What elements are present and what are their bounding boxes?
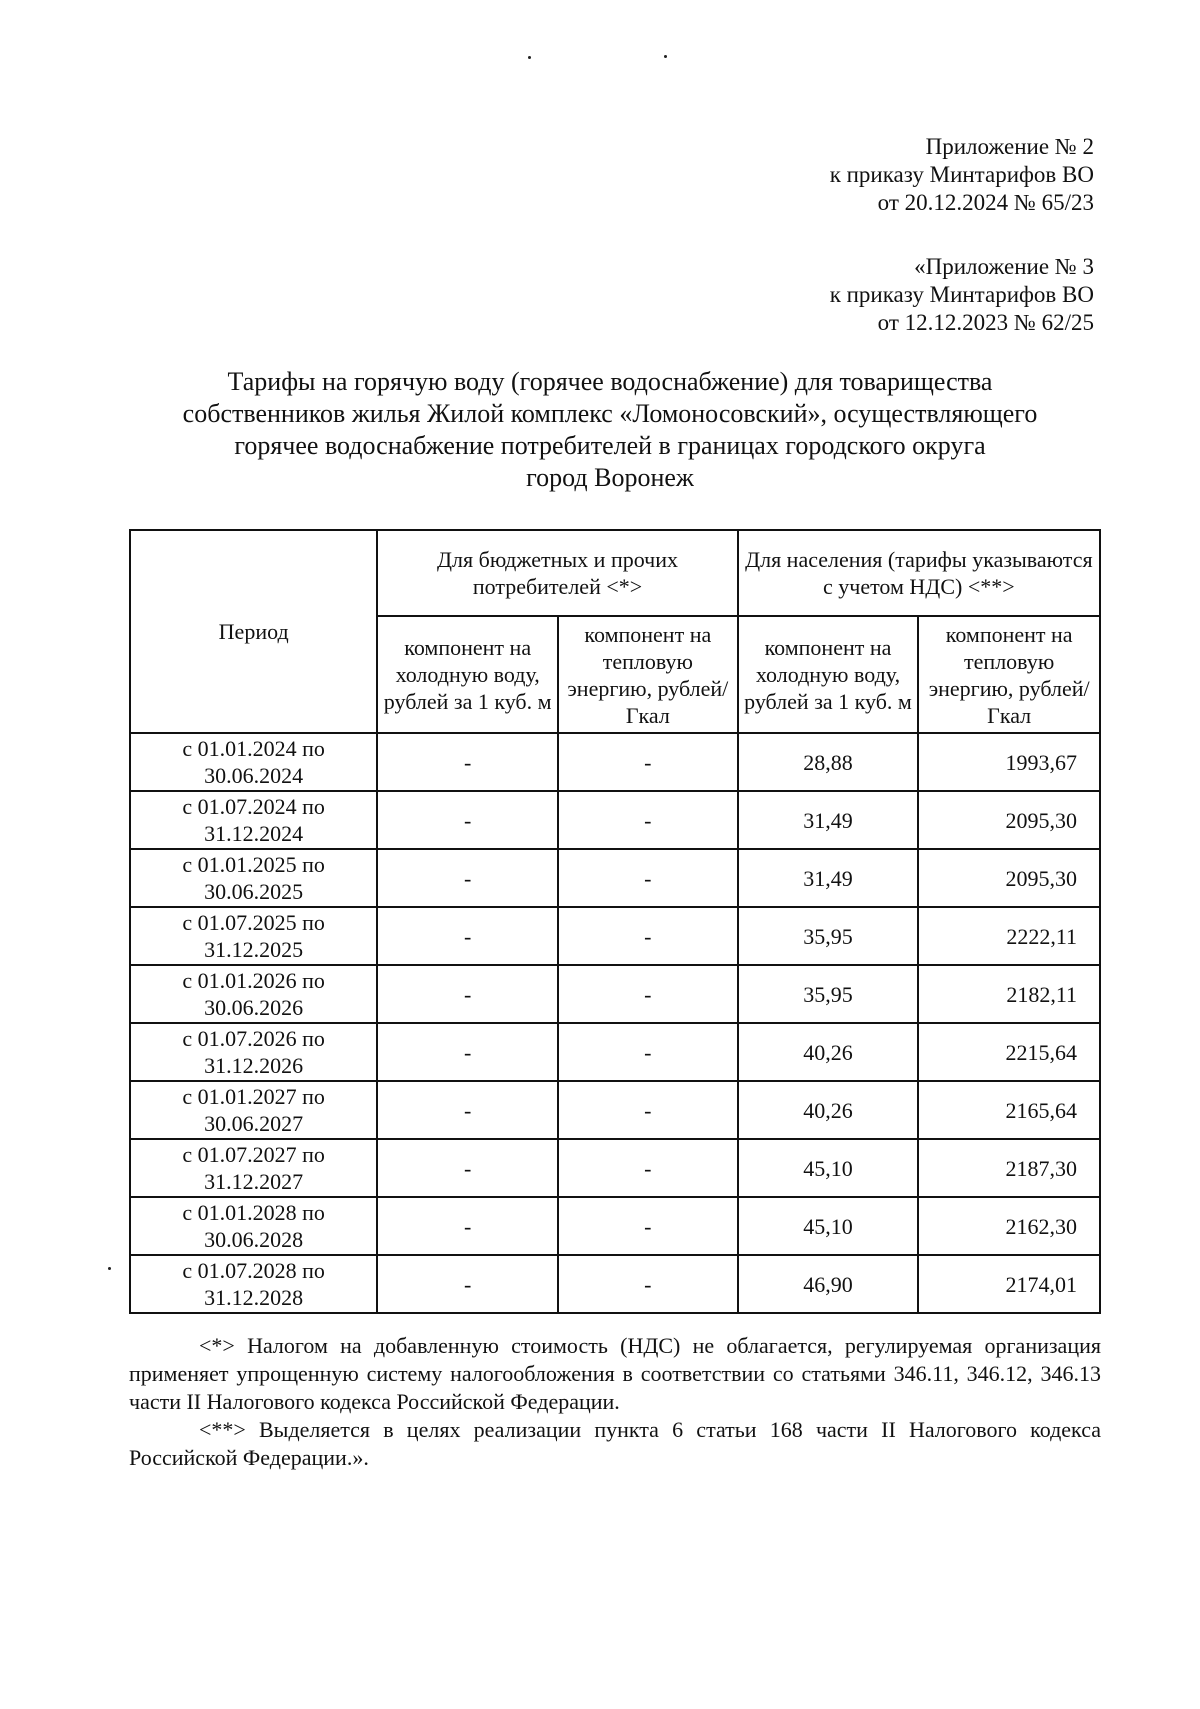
footnote-vat-allocated: <**> Выделяется в целях реализации пункта 6 статьи 168 части II Налогового кодекса Российской Федерации.». <box>129 1417 1101 1470</box>
budget-consumers-header: Для бюджетных и прочих потребителей <*> <box>377 530 737 616</box>
budget-heat-energy-cell: - <box>558 1255 738 1313</box>
table-row <box>130 849 1100 907</box>
period-to: 30.06.2024 <box>204 763 304 788</box>
population-heat-energy-cell: 2165,64 <box>918 1081 1100 1139</box>
appendix-block <box>830 133 1094 217</box>
population-cold-water-cell: 40,26 <box>738 1081 919 1139</box>
table-row <box>130 791 1100 849</box>
table-row <box>130 1023 1100 1081</box>
table-row <box>130 1197 1100 1255</box>
budget-cold-water-cell: - <box>377 1139 558 1197</box>
budget-heat-energy-header: компонент на тепловую энергию, рублей/Гкал <box>558 616 738 733</box>
period-cell <box>130 1081 377 1139</box>
budget-heat-energy-cell: - <box>558 1081 738 1139</box>
table-row <box>130 1255 1100 1313</box>
budget-cold-water-cell: - <box>377 733 558 791</box>
period-from: с 01.01.2024 по <box>182 736 325 761</box>
budget-heat-energy-cell: - <box>558 849 738 907</box>
population-cold-water-cell: 31,49 <box>738 791 919 849</box>
budget-heat-energy-cell: - <box>558 1023 738 1081</box>
title-line: собственников жилья Жилой комплекс «Ломоносовский», осуществляющего <box>182 399 1038 428</box>
budget-heat-energy-cell: - <box>558 791 738 849</box>
population-cold-water-cell: 45,10 <box>738 1197 919 1255</box>
period-to: 31.12.2024 <box>204 821 304 846</box>
table-row <box>130 733 1100 791</box>
appendix-order-date: от 20.12.2024 № 65/23 <box>877 190 1094 215</box>
appendix-order-ref: к приказу Минтарифов ВО <box>829 162 1094 187</box>
previous-appendix-block <box>830 253 1094 337</box>
period-from: с 01.07.2026 по <box>182 1026 325 1051</box>
budget-cold-water-cell: - <box>377 1255 558 1313</box>
budget-heat-energy-cell: - <box>558 1139 738 1197</box>
previous-appendix-order-ref: к приказу Минтарифов ВО <box>829 282 1094 307</box>
population-heat-energy-header: компонент на тепловую энергию, рублей/Гкал <box>918 616 1100 733</box>
table-row <box>130 1081 1100 1139</box>
period-from: с 01.07.2028 по <box>182 1258 325 1283</box>
population-cold-water-cell: 35,95 <box>738 965 919 1023</box>
budget-heat-energy-cell: - <box>558 907 738 965</box>
population-heat-energy-cell: 2095,30 <box>918 849 1100 907</box>
title-line: город Воронеж <box>526 463 694 492</box>
population-heat-energy-cell: 1993,67 <box>918 733 1100 791</box>
period-to: 31.12.2027 <box>204 1169 304 1194</box>
period-from: с 01.07.2024 по <box>182 794 325 819</box>
population-heat-energy-cell: 2222,11 <box>918 907 1100 965</box>
scan-speck <box>664 55 667 58</box>
population-cold-water-cell: 35,95 <box>738 907 919 965</box>
period-from: с 01.01.2028 по <box>182 1200 325 1225</box>
population-heat-energy-cell: 2182,11 <box>918 965 1100 1023</box>
appendix-number: Приложение № 2 <box>925 134 1094 159</box>
previous-appendix-order-date: от 12.12.2023 № 62/25 <box>877 310 1094 335</box>
population-heat-energy-cell: 2174,01 <box>918 1255 1100 1313</box>
period-cell <box>130 1139 377 1197</box>
period-cell <box>130 965 377 1023</box>
period-to: 31.12.2025 <box>204 937 304 962</box>
period-cell <box>130 791 377 849</box>
budget-heat-energy-cell: - <box>558 733 738 791</box>
population-heat-energy-cell: 2162,30 <box>918 1197 1100 1255</box>
budget-cold-water-cell: - <box>377 1081 558 1139</box>
footnotes <box>129 1332 1101 1472</box>
period-from: с 01.01.2025 по <box>182 852 325 877</box>
period-to: 30.06.2025 <box>204 879 304 904</box>
scan-speck <box>108 1267 111 1270</box>
budget-cold-water-cell: - <box>377 907 558 965</box>
period-to: 30.06.2027 <box>204 1111 304 1136</box>
population-header: Для населения (тарифы указываются с учетом НДС) <**> <box>738 530 1100 616</box>
table-row <box>130 1139 1100 1197</box>
table-row <box>130 965 1100 1023</box>
period-cell <box>130 1023 377 1081</box>
budget-cold-water-header: компонент на холодную воду, рублей за 1 куб. м <box>377 616 558 733</box>
document-title <box>120 366 1100 494</box>
period-header: Период <box>130 530 377 733</box>
period-to: 31.12.2026 <box>204 1053 304 1078</box>
budget-heat-energy-cell: - <box>558 1197 738 1255</box>
population-cold-water-cell: 46,90 <box>738 1255 919 1313</box>
population-heat-energy-cell: 2187,30 <box>918 1139 1100 1197</box>
budget-cold-water-cell: - <box>377 849 558 907</box>
budget-heat-energy-cell: - <box>558 965 738 1023</box>
budget-cold-water-cell: - <box>377 1197 558 1255</box>
previous-appendix-number: «Приложение № 3 <box>914 254 1094 279</box>
table-row <box>130 907 1100 965</box>
period-cell <box>130 733 377 791</box>
period-to: 30.06.2028 <box>204 1227 304 1252</box>
period-from: с 01.07.2027 по <box>182 1142 325 1167</box>
footnote-vat-exempt: <*> Налогом на добавленную стоимость (НДС) не облагается, регулируемая организация применяет упрощенную систему налогообложения в соответствии со статьями 346.11, 346.12, 346.13 части II Налогового кодекса Российской Федерации. <box>129 1333 1101 1414</box>
period-cell <box>130 849 377 907</box>
population-heat-energy-cell: 2095,30 <box>918 791 1100 849</box>
tariff-table <box>129 529 1101 1314</box>
period-cell <box>130 907 377 965</box>
scan-speck <box>528 56 531 59</box>
period-from: с 01.01.2027 по <box>182 1084 325 1109</box>
population-cold-water-cell: 40,26 <box>738 1023 919 1081</box>
population-cold-water-cell: 31,49 <box>738 849 919 907</box>
period-to: 31.12.2028 <box>204 1285 304 1310</box>
budget-cold-water-cell: - <box>377 1023 558 1081</box>
population-cold-water-cell: 45,10 <box>738 1139 919 1197</box>
population-cold-water-cell: 28,88 <box>738 733 919 791</box>
population-heat-energy-cell: 2215,64 <box>918 1023 1100 1081</box>
period-cell <box>130 1197 377 1255</box>
title-line: Тарифы на горячую воду (горячее водоснабжение) для товарищества <box>227 367 993 396</box>
period-from: с 01.01.2026 по <box>182 968 325 993</box>
period-from: с 01.07.2025 по <box>182 910 325 935</box>
budget-cold-water-cell: - <box>377 791 558 849</box>
population-cold-water-header: компонент на холодную воду, рублей за 1 куб. м <box>738 616 919 733</box>
budget-cold-water-cell: - <box>377 965 558 1023</box>
title-line: горячее водоснабжение потребителей в границах городского округа <box>234 431 986 460</box>
period-cell <box>130 1255 377 1313</box>
period-to: 30.06.2026 <box>204 995 304 1020</box>
